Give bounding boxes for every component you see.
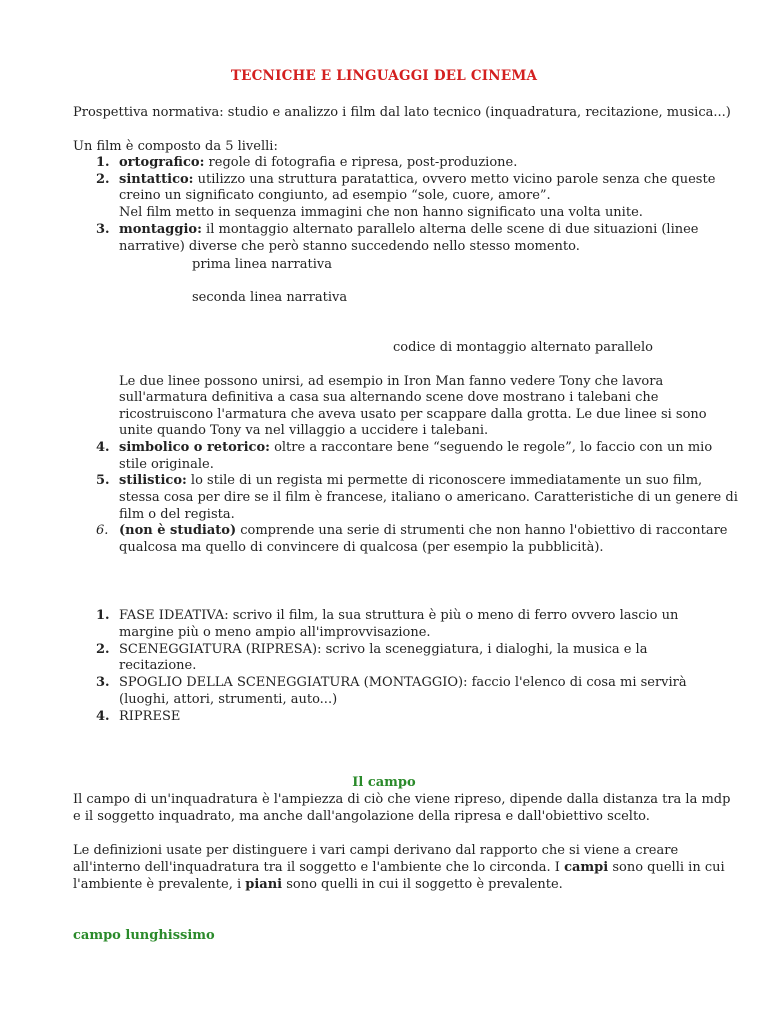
iron-man-line: sull'armatura definitiva a casa sua alternando scene dove mostrano i talebani che: [119, 390, 659, 405]
phase-text-line: margine più o meno ampio all'improvvisazione.: [119, 625, 431, 640]
definitions-line: Le definizioni usate per distinguere i vari campi derivano dal rapporto che si viene a creare: [73, 843, 679, 858]
level-item: [119, 171, 715, 188]
phase-text-line: FASE IDEATIVA: scrivo il film, la sua struttura è più o meno di ferro ovvero lascio un: [119, 608, 679, 623]
level-term: montaggio:: [119, 222, 202, 237]
level-number: 1.: [96, 155, 110, 170]
campo-lunghissimo-heading: campo lunghissimo: [73, 928, 215, 943]
phase-text-line: recitazione.: [119, 658, 197, 673]
definitions-text: sono quelli in cui il soggetto è prevalente.: [282, 877, 563, 892]
phase-text-line: SPOGLIO DELLA SCENEGGIATURA (MONTAGGIO): faccio l'elenco di cosa mi servirà: [119, 675, 687, 690]
level-number: 3.: [96, 222, 110, 237]
phase-number: 1.: [96, 608, 110, 623]
definitions-text: all'interno dell'inquadratura tra il soggetto e l'ambiente che lo circonda. I: [73, 860, 565, 875]
level-text-line: narrative) diverse che però stanno succedendo nello stesso momento.: [119, 239, 580, 254]
level-term: (non è studiato): [119, 523, 237, 538]
phase-text-line: SCENEGGIATURA (RIPRESA): scrivo la sceneggiatura, i dialoghi, la musica e la: [119, 642, 648, 657]
level-item: [119, 439, 712, 456]
phase-number: 4.: [96, 709, 110, 724]
campi-term: campi: [564, 860, 609, 875]
level-term: ortografico:: [119, 155, 205, 170]
campo-paragraph-line: Il campo di un'inquadratura è l'ampiezza di ciò che viene ripreso, dipende dalla distanza tra la mdp: [73, 792, 731, 807]
campo-paragraph-line: e il soggetto inquadrato, ma anche dall'angolazione della ripresa e dall'obiettivo scelto.: [73, 809, 650, 824]
levels-heading: Un film è composto da 5 livelli:: [73, 139, 278, 154]
phase-text-line: RIPRESE: [119, 709, 181, 724]
iron-man-line: Le due linee possono unirsi, ad esempio in Iron Man fanno vedere Tony che lavora: [119, 374, 664, 389]
level-number: 2.: [96, 172, 110, 187]
campo-heading: Il campo: [352, 775, 416, 790]
level-number: 6.: [96, 523, 109, 538]
first-narrative-line: prima linea narrativa: [192, 257, 332, 272]
level-item: [119, 154, 517, 171]
level-text-line: qualcosa ma quello di convincere di qualcosa (per esempio la pubblicità).: [119, 540, 604, 555]
iron-man-line: unite quando Tony va nel villaggio a uccidere i talebani.: [119, 423, 489, 438]
level-text: oltre a raccontare bene “seguendo le regole”, lo faccio con un mio: [269, 440, 713, 455]
level-term: sintattico:: [119, 172, 194, 187]
phase-number: 3.: [96, 675, 110, 690]
intro-paragraph: Prospettiva normativa: studio e analizzo i film dal lato tecnico (inquadratura, recitazione, musica...): [73, 105, 731, 120]
iron-man-line: ricostruiscono l'armatura che aveva usato per scappare dalla grotta. Le due linee si sono: [119, 407, 707, 422]
level-item: [119, 221, 699, 238]
level-item: [119, 472, 702, 489]
level-text: regole di fotografia e ripresa, post-produzione.: [204, 155, 518, 170]
definitions-line: [73, 859, 725, 876]
level-text-line: creino un significato congiunto, ad esempio “sole, cuore, amore”.: [119, 188, 551, 203]
document-title: TECNICHE E LINGUAGGI DEL CINEMA: [230, 68, 538, 84]
level-text: comprende una serie di strumenti che non hanno l'obiettivo di raccontare: [236, 523, 728, 538]
phase-text-line: (luoghi, attori, strumenti, auto...): [119, 692, 338, 707]
level-text-line: stessa cosa per dire se il film è francese, italiano o americano. Caratteristiche di un genere di: [119, 490, 738, 505]
level-item: [119, 522, 728, 539]
level-text: lo stile di un regista mi permette di riconoscere immediatamente un suo film,: [186, 473, 703, 488]
definitions-text: sono quelli in cui: [608, 860, 725, 875]
phase-number: 2.: [96, 642, 110, 657]
definitions-line: [73, 876, 563, 893]
piani-term: piani: [245, 877, 283, 892]
level-text: utilizzo una struttura paratattica, ovvero metto vicino parole senza che queste: [193, 172, 716, 187]
level-text-line: Nel film metto in sequenza immagini che non hanno significato una volta unite.: [119, 205, 643, 220]
montage-code-label: codice di montaggio alternato parallelo: [393, 340, 653, 355]
second-narrative-line: seconda linea narrativa: [192, 290, 348, 305]
level-term: stilistico:: [119, 473, 187, 488]
level-text-line: film o del regista.: [119, 507, 235, 522]
level-number: 4.: [96, 440, 110, 455]
level-text-line: stile originale.: [119, 457, 214, 472]
level-number: 5.: [96, 473, 110, 488]
definitions-text: l'ambiente è prevalente, i: [73, 877, 246, 892]
level-term: simbolico o retorico:: [119, 440, 270, 455]
level-text: il montaggio alternato parallelo alterna delle scene di due situazioni (linee: [201, 222, 699, 237]
